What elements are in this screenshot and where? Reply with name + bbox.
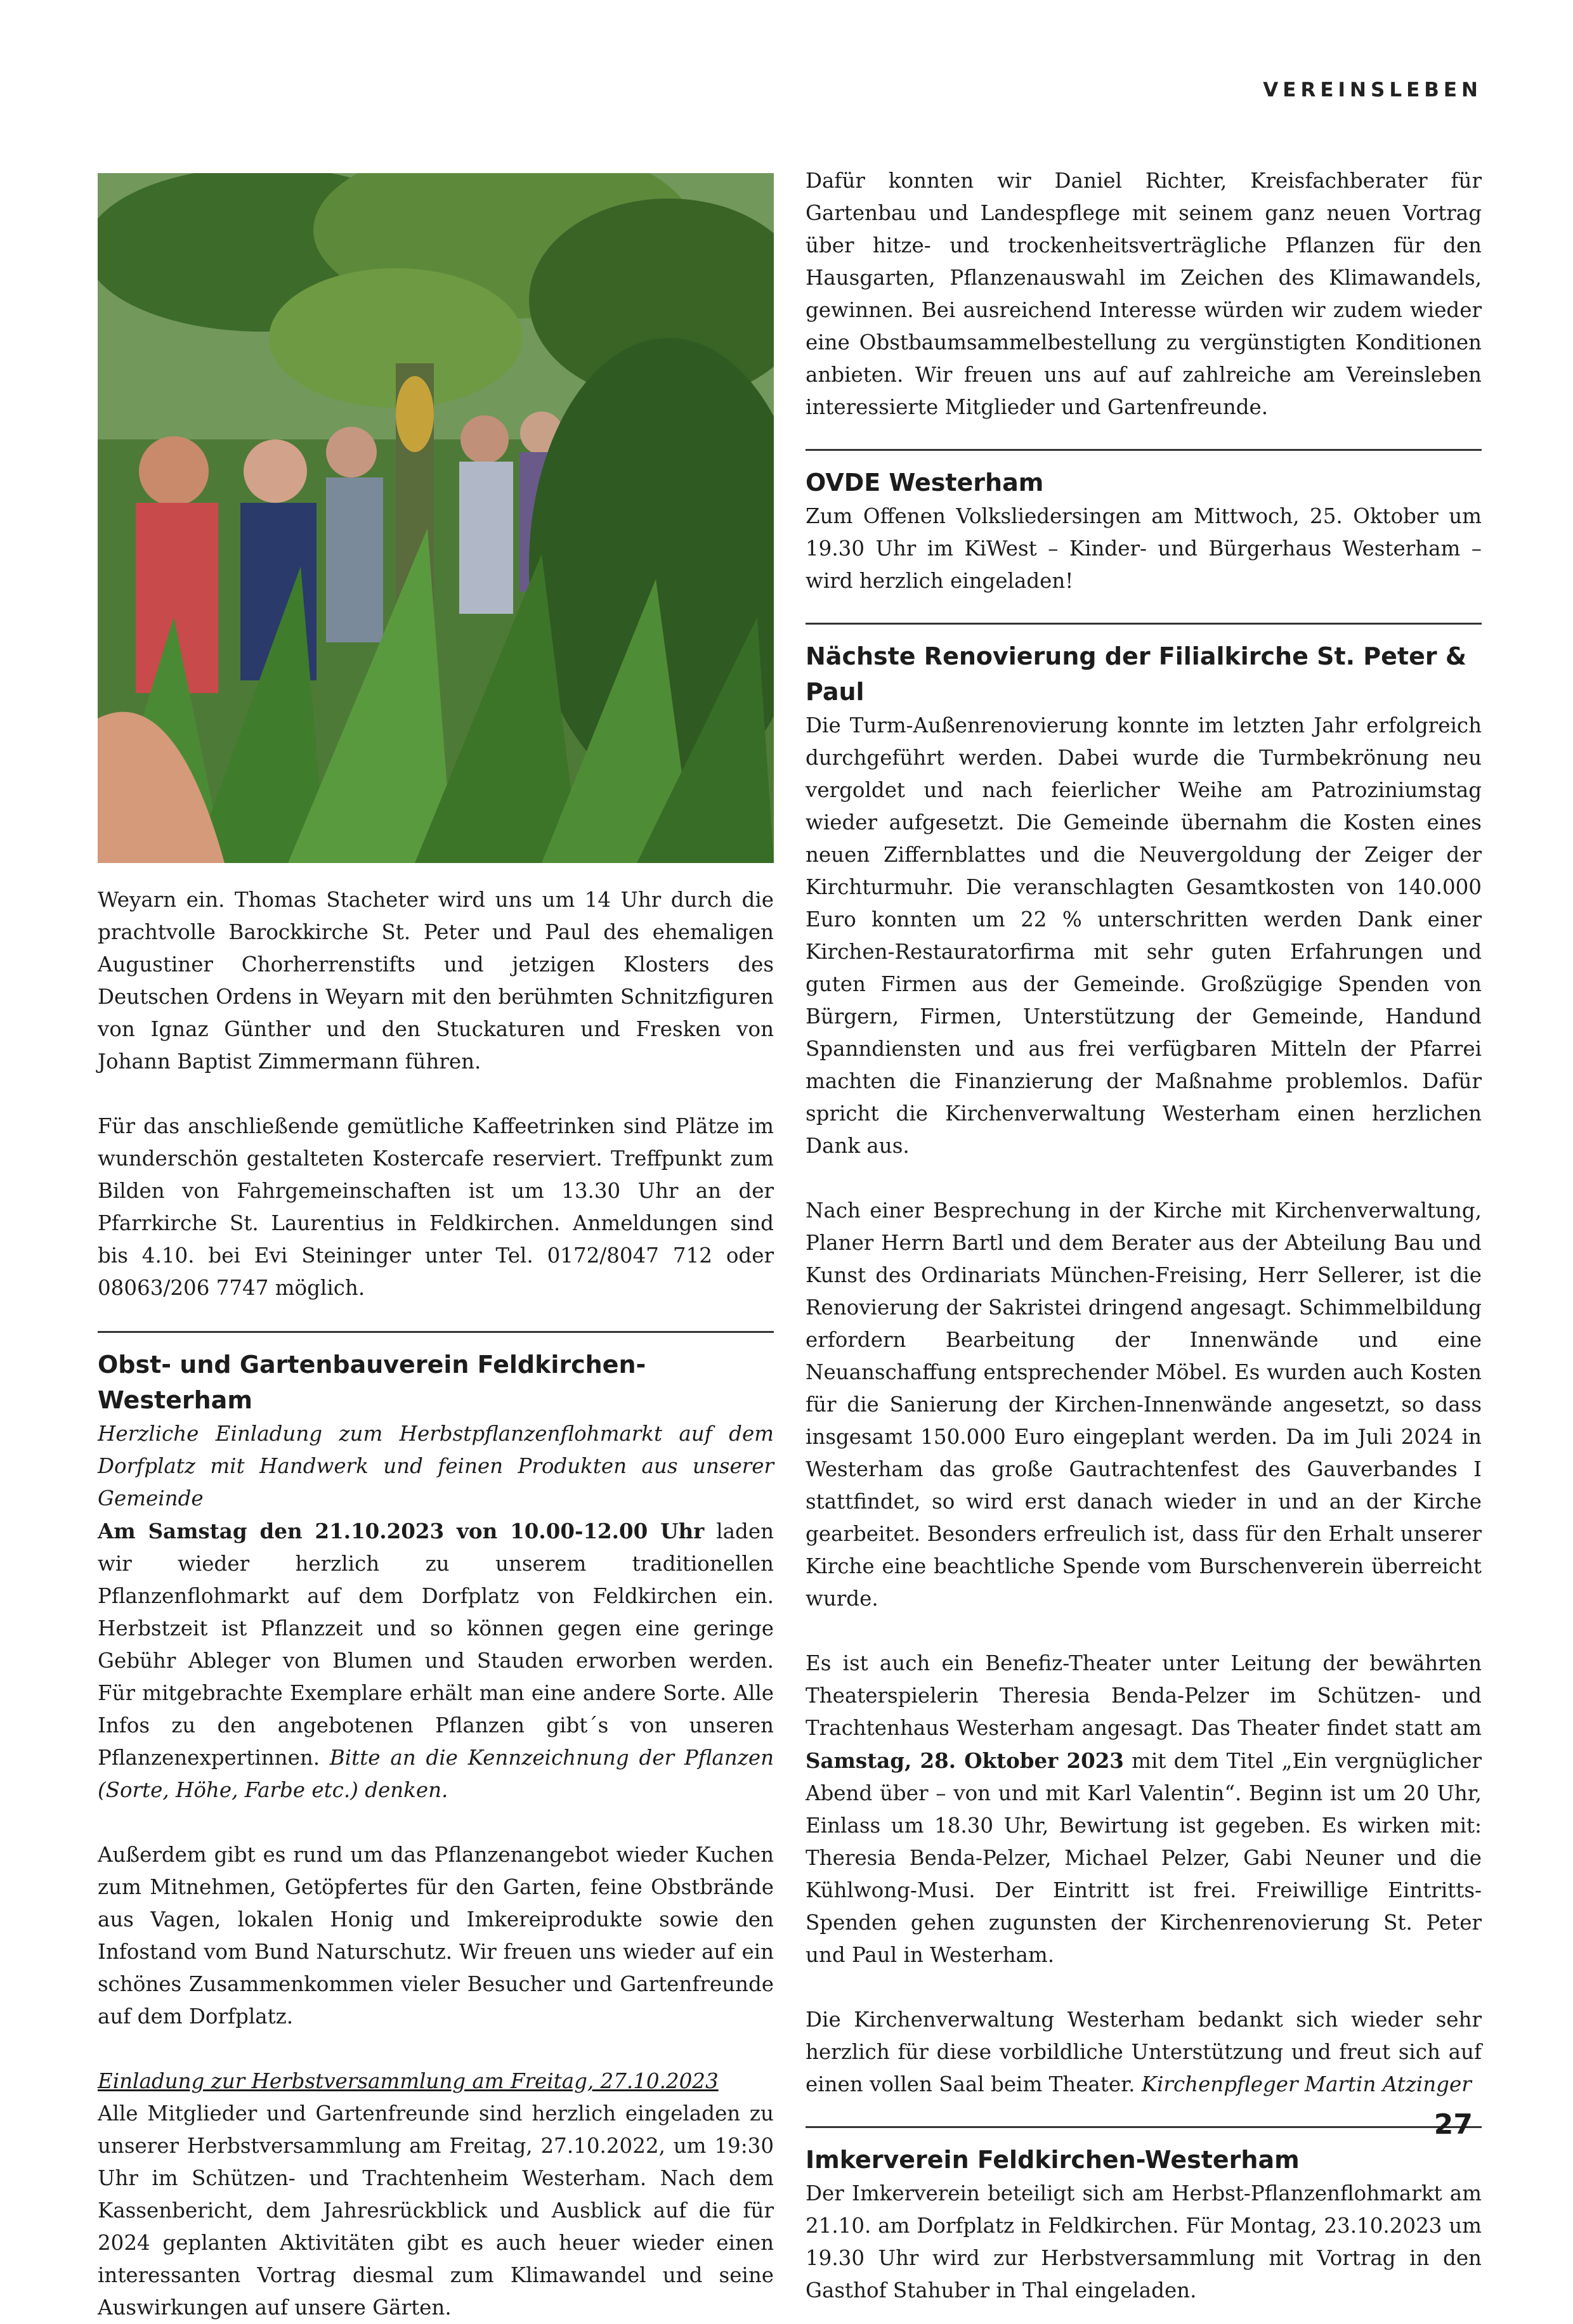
obst-paragraph-3: Alle Mitglieder und Gartenfreunde sind herzlich eingeladen zu unserer Herbstversammlung am Freitag, 27.10.2022, um 19:30 Uhr im Schützen- und Trachtenheim Westerham. Nach dem Kassenbericht, dem Jahresrückblick und Ausblick auf die für 2024 geplanten Aktivitäten gibt es auch heuer wieder einen interessanten Vortrag diesmal zum Klimawandel und seine Auswirkungen auf unsere Gärten. xyxy=(98,2101,774,2320)
section-label: VEREINSLEBEN xyxy=(1263,79,1482,101)
kirche-paragraph-3 xyxy=(806,1647,1482,1971)
obst-paragraph-1 xyxy=(98,1515,774,1807)
photo-illustration xyxy=(98,173,774,863)
obst-note: Bitte an die Kennzeichnung der Pflanzen (Sorte, Höhe, Farbe etc.) denken. xyxy=(98,1746,774,1802)
kirche-paragraph-2: Nach einer Besprechung in der Kirche mit Kirchenverwaltung, Planer Herrn Bartl und dem Berater aus der Abteilung Bau und Kunst des Ordinariats München-Freising, Herr Sellerer, ist die Renovierung der Sakristei dringend angesagt. Schimmelbildung erfordern Bearbeitung der Innenwände und eine Neuanschaffung entsprechender Möbel. Es wurden auch Kosten für die Sanierung der Kirchen-Innenwände angesetzt, so dass insgesamt 150.000 Euro eingeplant werden. Da im Juli 2024 in Westerham das große Gautrachtenfest des Gauverbandes I stattfindet, so wird erst danach wieder in und an der Kirche gearbeitet. Besonders erfreulich ist, dass für den Erhalt unserer Kirche eine beachtliche Spende vom Burschenverein überreicht wurde. xyxy=(806,1198,1482,1611)
intro-paragraph-2: Für das anschließende gemütliche Kaffeetrinken sind Plätze im wunderschön gestalteten Kostercafe reserviert. Treffpunkt zum Bilden von Fahrgemeinschaften ist um 13.30 Uhr an der Pfarrkirche St. Laurentius in Feldkirchen. Anmeldungen sind bis 4.10. bei Evi Steininger unter Tel. 0172/8047 712 oder 08063/206 7747 möglich. xyxy=(98,1114,774,1300)
herbstversammlung-subheading: Einladung zur Herbstversammlung am Freitag, 27.10.2023 xyxy=(98,2069,719,2093)
kirche-paragraph-1: Die Turm-Außenrenovierung konnte im letzten Jahr erfolgreich durchgeführt werden. Dabei wurde die Turmbekrönung neu vergoldet und nach feierlicher Weihe am Patroziniumstag wieder aufgesetzt. Die Gemeinde übernahm die Kosten eines neuen Ziffernblattes und die Neuvergoldung der Zeiger der Kirchturmuhr. Die veranschlagten Gesamtkosten von 140.000 Euro konnten um 22 % unterschritten werden Dank einer Kirchen-Restauratorfirma mit sehr guten Erfahrungen und guten Firmen aus der Gemeinde. Großzügige Spenden von Bürgern, Firmen, Unterstützung der Gemeinde, Handund Spanndiensten und aus frei verfügbaren Mitteln der Pfarrei machten die Finanzierung der Maßnahme problemlos. Dafür spricht die Kirchenverwaltung Westerham einen herzlichen Dank aus. xyxy=(806,713,1482,1158)
obst-paragraph-1-text: laden wir wieder herzlich zu unserem traditionellen Pflanzenflohmarkt auf dem Dorfplatz von Feldkirchen ein. Herbstzeit ist Pflanzzeit und so können gegen eine geringe Gebühr Ableger von Blumen und Stauden erworben werden. Für mitgebrachte Exemplare erhält man eine andere Sorte. Alle Infos zu den angebotenen Pflanzen gibt´s von unseren Pflanzenexpertinnen. xyxy=(98,1519,774,1770)
right-column xyxy=(806,165,1482,2307)
intro-paragraph-1: Weyarn ein. Thomas Stacheter wird uns um 14 Uhr durch die prachtvolle Barockkirche St. Peter und Paul des ehemaligen Augustiner Chorherrenstifts und jetzigen Klosters des Deutschen Ordens in Weyarn mit den berühmten Schnitzfiguren von Ignaz Günther und den Stuckaturen und Fresken von Johann Baptist Zimmermann führen. xyxy=(98,888,774,1074)
kirche-paragraph-3-b: mit dem Titel „Ein vergnüglicher Abend über – von und mit Karl Valentin“. Beginn ist um 20 Uhr, Einlass um 18.30 Uhr, Bewirtung ist gegeben. Es wirken mit: Theresia Benda-Pelzer, Michael Pelzer, Gabi Neuner und die Kühlwong-Musi. Der Eintritt ist frei. Freiwillige Eintritts-Spenden gehen zugunsten der Kirchenrenovierung St. Peter und Paul in Westerham. xyxy=(806,1749,1482,1967)
obst-paragraph-2: Außerdem gibt es rund um das Pflanzenangebot wieder Kuchen zum Mitnehmen, Getöpfertes für den Garten, feine Obstbrände aus Vagen, lokalen Honig und Imkereiprodukte sowie den Infostand vom Bund Naturschutz. Wir freuen uns wieder auf ein schönes Zusammenkommen vieler Besucher und Gartenfreunde auf dem Dorfplatz. xyxy=(98,1843,774,2029)
kirche-paragraph-3-a: Es ist auch ein Benefiz-Theater unter Leitung der bewährten Theaterspielerin Theresia Benda-Pelzer im Schützen- und Trachtenhaus Westerham angesagt. Das Theater findet statt am xyxy=(806,1651,1482,1740)
obst-heading: Obst- und Gartenbauverein Feldkirchen-Westerham xyxy=(98,1351,646,1414)
ovde-heading: OVDE Westerham xyxy=(806,469,1044,497)
kirche-heading: Nächste Renovierung der Filialkirche St. Peter & Paul xyxy=(806,642,1466,706)
continuation-paragraph: Dafür konnten wir Daniel Richter, Kreisfachberater für Gartenbau und Landespflege mit seinem ganz neuen Vortrag über hitze- und trockenheitsverträgliche Pflanzen für den Hausgarten, Pflanzenauswahl im Zeichen des Klimawandels, gewinnen. Bei ausreichend Interesse würden wir zudem wieder eine Obstbaumsammelbestellung zu vergünstigten Konditionen anbieten. Wir freuen uns auf auf zahlreiche am Vereinsleben interessierte Mitglieder und Gartenfreunde. xyxy=(806,169,1482,419)
theater-date: Samstag, 28. Oktober 2023 xyxy=(806,1748,1124,1773)
obst-subtitle: Herzliche Einladung zum Herbstpflanzenflohmarkt auf dem Dorfplatz mit Handwerk und feinen Produkten aus unserer Gemeinde xyxy=(98,1422,774,1510)
obst-date: Am Samstag den 21.10.2023 von 10.00-12.00 Uhr xyxy=(98,1519,705,1543)
imker-paragraph: Der Imkerverein beteiligt sich am Herbst-Pflanzenflohmarkt am 21.10. am Dorfplatz in Feldkirchen. Für Montag, 23.10.2023 um 19.30 Uhr wird zur Herbstversammlung mit Vortrag in den Gasthof Stahuber in Thal eingeladen. xyxy=(806,2181,1482,2302)
imker-heading: Imkerverein Feldkirchen-Westerham xyxy=(806,2146,1300,2174)
left-column xyxy=(98,884,774,2324)
page-number: 27 xyxy=(1433,2108,1473,2141)
ovde-paragraph: Zum Offenen Volksliedersingen am Mittwoch, 25. Oktober um 19.30 Uhr im KiWest – Kinder- und Bürgerhaus Westerham – wird herzlich eingeladen! xyxy=(806,504,1482,593)
kirche-paragraph-4 xyxy=(806,2004,1482,2101)
greenhouse-photo xyxy=(98,173,774,863)
signature: Kirchenpfleger Martin Atzinger xyxy=(1141,2072,1472,2096)
kirche-paragraph-4-text: Die Kirchenverwaltung Westerham bedankt sich wieder sehr herzlich für diese vorbildliche Unterstützung und freut sich auf einen vollen Saal beim Theater. xyxy=(806,2008,1482,2096)
